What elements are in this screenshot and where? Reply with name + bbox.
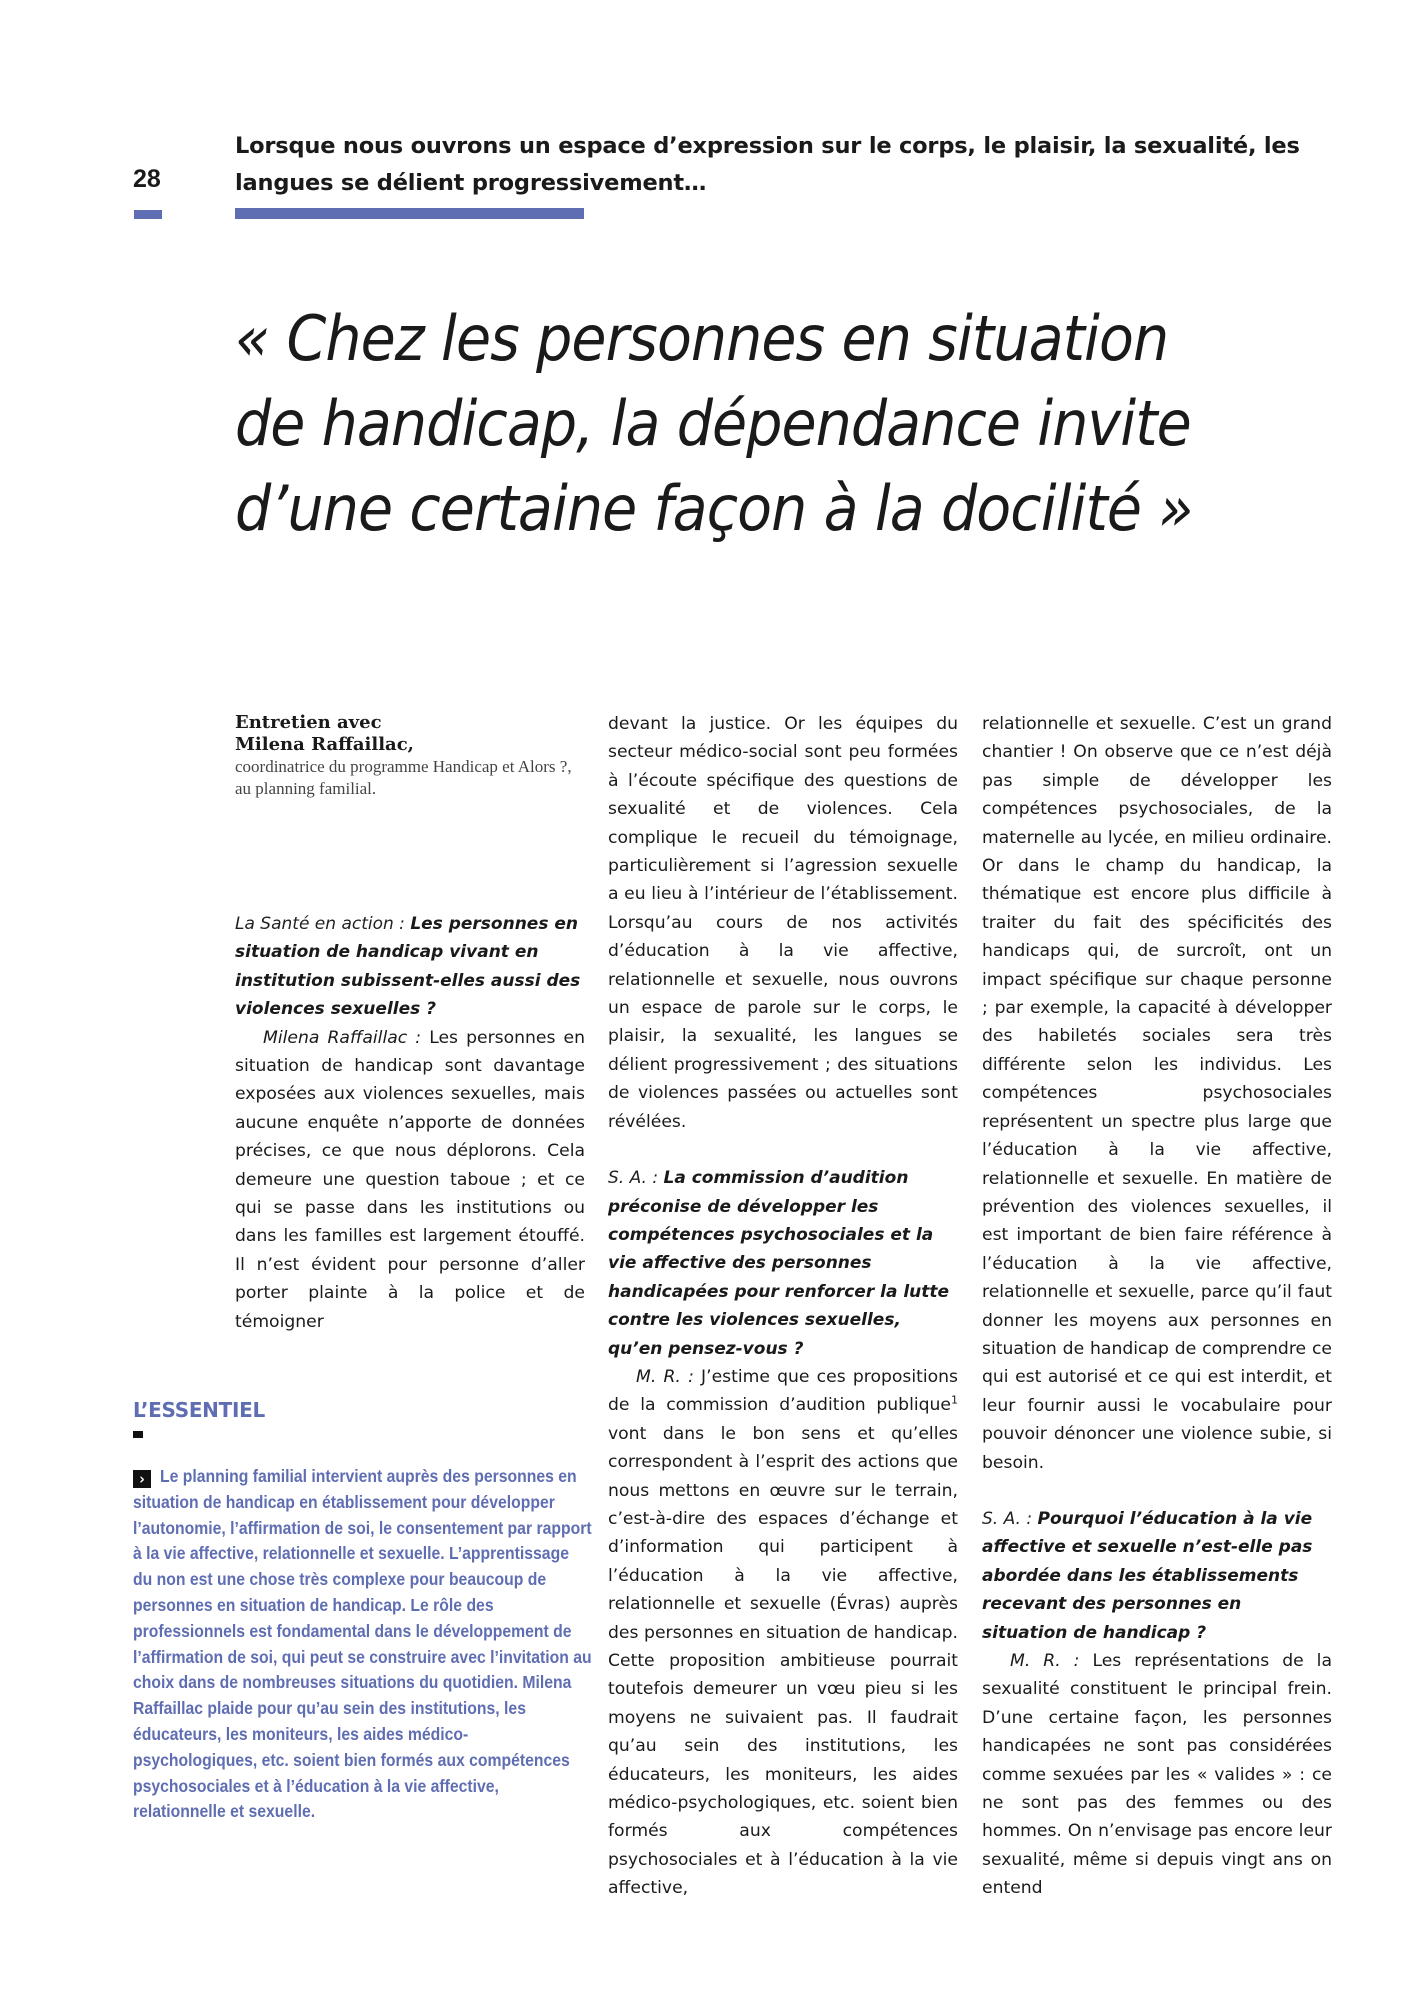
question-1 — [235, 910, 585, 1024]
answer-text: Les personnes en situation de handicap sont davantage exposées aux violences sexuelles, mais aucune enquête n’apporte de données précises, ce que nous déplorons. Cela demeure une question taboue ; et ce qui se passe dans les institutions ou dans les familles est largement étouffé. Il n’est évident pour personne d’aller porter plainte à la police et de témoigner — [235, 1027, 585, 1332]
headline-line: de handicap, la dépendance invite — [235, 387, 1191, 460]
answer-text: vont dans le bon sens et qu’elles correspondent à l’esprit des actions que nous mettons en œuvre sur le terrain, c’est-à-dire des espaces d’échange et d’information qui participent à l’éducation à la vie affective, relationnelle et sexuelle (Évras) auprès des personnes en situation de handicap. Cette proposition ambitieuse pourrait toutefois demeurer un vœu pieu si les moyens ne suivaient pas. Il faudrait qu’au sein des institutions, les éducateurs, les moniteurs, les aides médico-psychologiques, etc. soient bien formés aux compétences psychosociales et à l’éducation à la vie affective, — [608, 1423, 958, 1899]
question-text: Les personnes en situation de handicap vivant en institution subissent-elles aussi des violences sexuelles ? — [235, 914, 581, 1020]
page-number-bar — [134, 210, 162, 219]
answer-speaker: M. R. : — [636, 1366, 702, 1387]
page-number: 28 — [133, 165, 161, 193]
headline-line: d’une certaine façon à la docilité » — [235, 472, 1193, 545]
question-speaker: S. A. : — [982, 1508, 1038, 1529]
byline-title: Entretien avec — [235, 712, 382, 733]
headline-line: « Chez les personnes en situation — [235, 302, 1169, 375]
question-speaker: La Santé en action : — [235, 914, 411, 934]
column-3 — [982, 710, 1332, 1903]
byline-role: coordinatrice du programme Handicap et Alors ?, au planning familial. — [235, 757, 572, 798]
answer-speaker: Milena Raffaillac : — [263, 1027, 430, 1048]
answer-2 — [608, 1363, 958, 1903]
answer-speaker: M. R. : — [1010, 1651, 1093, 1671]
essentiel-mark — [133, 1431, 143, 1438]
headline — [235, 296, 1265, 551]
question-3 — [982, 1505, 1332, 1647]
kicker: Lorsque nous ouvrons un espace d’expression sur le corps, le plaisir, la sexualité, les langues se délient progressivement… — [235, 133, 1300, 196]
answer-3 — [982, 1647, 1332, 1903]
answer-text: Les représentations de la sexualité constituent le principal frein. D’une certaine façon, les personnes handicapées ne sont pas considérées comme sexuées par les « valides » : ce ne sont pas des femmes ou des hommes. On n’envisage pas encore leur sexualité, même si depuis vingt ans on entend — [982, 1651, 1332, 1899]
answer-1 — [235, 1024, 585, 1336]
column-1 — [235, 910, 585, 1336]
paragraph-gap — [982, 1477, 1332, 1505]
paragraph-gap — [608, 1136, 958, 1164]
question-text: Pourquoi l’éducation à la vie affective et sexuelle n’est-elle pas abordée dans les établissements recevant des personnes en situation de handicap ? — [982, 1508, 1313, 1643]
column-2 — [608, 710, 958, 1903]
byline-name: Milena Raffaillac, — [235, 734, 414, 755]
essentiel-title: L’ESSENTIEL — [133, 1398, 265, 1422]
question-2 — [608, 1164, 958, 1363]
answer-2-continued: relationnelle et sexuelle. C’est un grand chantier ! On observe que ce n’est déjà pas simple de développer les compétences psychosociales, de la maternelle au lycée, en milieu ordinaire. Or dans le champ du handicap, la thématique est encore plus difficile à traiter du fait des spécificités des handicaps qui, de surcroît, ont un impact spécifique sur chaque personne ; par exemple, la capacité à développer des habiletés sociales sera très différente selon les individus. Les compétences psychosociales représentent un spectre plus large que l’éducation à la vie affective, relationnelle et sexuelle. En matière de prévention des violences sexuelles, il est important de bien faire référence à l’éducation à la vie affective, relationnelle et sexuelle, parce qu’il faut donner les moyens aux personnes en situation de handicap de comprendre ce qui est autorisé et ce qui est interdit, et leur fournir aussi le vocabulaire pour pouvoir dénoncer une violence subie, si besoin. — [982, 714, 1332, 1473]
byline — [235, 712, 575, 800]
essentiel-text: Le planning familial intervient auprès des personnes en situation de handicap en établissement pour développer l’autonomie, l’affirmation de soi, le consentement par rapport à la vie affective, relationnelle et sexuelle. L’apprentissage du non est une chose très complexe pour beaucoup de personnes en situation de handicap. Le rôle des professionnels est fondamental dans le développement de l’affirmation de soi, qui peut se construire avec l’invitation au choix dans de nombreuses situations du quotidien. Milena Raffaillac plaide pour qu’au sein des institutions, les éducateurs, les moniteurs, les aides médico-psychologiques, etc. soient bien formés aux compétences psychosociales et à l’éducation à la vie affective, relationnelle et sexuelle. — [133, 1466, 592, 1822]
answer-text: J’estime que ces propositions de la commission d’audition publique — [608, 1366, 958, 1416]
essentiel-body — [133, 1464, 592, 1825]
question-speaker: S. A. : — [608, 1168, 664, 1189]
kicker-bar — [235, 208, 584, 219]
question-text: La commission d’audition préconise de développer les compétences psychosociales et la vie affective des personnes handicapées pour renforcer la lutte contre les violences sexuelles, qu’en pensez-vous ? — [608, 1168, 950, 1359]
essentiel-box — [133, 1398, 593, 1825]
arrow-right-icon: › — [133, 1470, 151, 1488]
answer-1-continued: devant la justice. Or les équipes du secteur médico-social sont peu formées à l’écoute spécifique des questions de sexualité et de violences. Cela complique le recueil du témoignage, particulièrement si l’agression sexuelle a eu lieu à l’intérieur de l’établissement. Lorsqu’au cours de nos activités d’éducation à la vie affective, relationnelle et sexuelle, nous ouvrons un espace de parole sur le corps, le plaisir, la sexualité, les langues se délient progressivement ; des situations de violences passées ou actuelles sont révélées. — [608, 714, 958, 1132]
footnote-ref[interactable]: 1 — [951, 1393, 958, 1407]
